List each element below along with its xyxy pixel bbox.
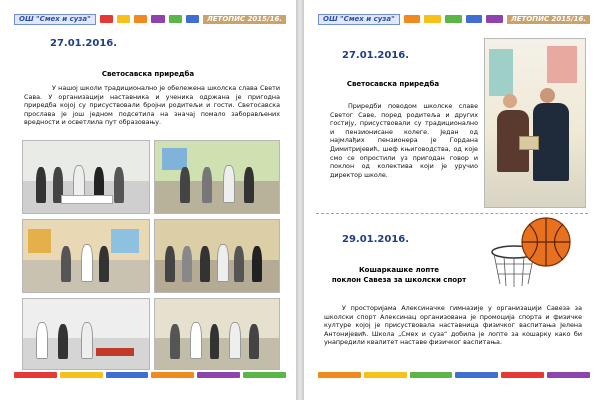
school-name: ОШ "Смех и суза"	[14, 14, 96, 25]
color-bar-orange	[134, 15, 147, 23]
right-header	[318, 14, 590, 24]
color-bar-blue	[186, 15, 199, 23]
color-bar-green	[445, 15, 462, 23]
left-paragraph: У нашој школи традиционално је обележена школска слава Свети Сава. У организацији наставника и ученика одржана је пригодна приредба којој су присуствовали бројни родитељи и гости. Светосавска прослава је још једном подсетила на значај помало заборављених вредности и осветлила пут образовању.	[24, 84, 280, 127]
left-header	[14, 14, 286, 24]
photo-children-group	[154, 298, 280, 370]
photo-retiree-gift	[484, 38, 586, 208]
photo-school-hall	[154, 219, 280, 293]
photo-priest-blessing	[22, 140, 150, 214]
left-title: Светосавска приредба	[101, 70, 195, 78]
right-paragraph-1: Приредби поводом школске славе Светог Саве, поред родитеља и других гостију, присуствовали су традиционално и пензионисане колеге. Један од најмлађих пензионера је Гордана Димитријевић, шеф књиговодства, од које смо се опростили уз пригодан говор и поклон од колектива који је уручио директор школе.	[330, 102, 478, 179]
right-title-2b: поклон Савеза за школски спорт	[331, 276, 467, 284]
right-title-2a: Кошаркашке лопте	[358, 266, 440, 274]
color-bar-purple	[486, 15, 503, 23]
school-name-right: ОШ "Смех и суза"	[318, 14, 400, 25]
left-page	[0, 0, 296, 400]
left-footer	[14, 372, 286, 378]
basketball-icon	[484, 212, 580, 292]
color-bar-yellow	[117, 15, 130, 23]
chronicle-label-right: ЛЕТОПИС 2015/16.	[507, 15, 590, 24]
spine	[296, 0, 304, 400]
photo-children-table	[22, 298, 150, 370]
right-date-1: 27.01.2016.	[342, 50, 410, 61]
photo-classroom-children	[154, 140, 280, 214]
right-footer	[318, 372, 590, 378]
color-bar-yellow	[424, 15, 441, 23]
right-title-1: Светосавска приредба	[346, 80, 440, 88]
right-date-2: 29.01.2016.	[342, 234, 410, 245]
photo-classroom-performers	[22, 219, 150, 293]
left-date: 27.01.2016.	[50, 38, 118, 49]
color-bar-red	[100, 15, 113, 23]
color-bar-orange	[404, 15, 421, 23]
color-bar-blue	[466, 15, 483, 23]
right-page	[304, 0, 600, 400]
right-paragraph-2: У просторијама Алексиначке гимназије у организацији Савеза за школски спорт Алексинац организована је промоција спорта и физичке културе којој је присуствовала наставница физичког васпитања Јелена Антонијевић. Школа „Смех и суза“ добила је лопте за кошарку како би унапредили квалитет наставе физичког васпитања.	[324, 304, 582, 347]
color-bar-green	[169, 15, 182, 23]
chronicle-label: ЛЕТОПИС 2015/16.	[203, 15, 286, 24]
color-bar-purple	[151, 15, 164, 23]
